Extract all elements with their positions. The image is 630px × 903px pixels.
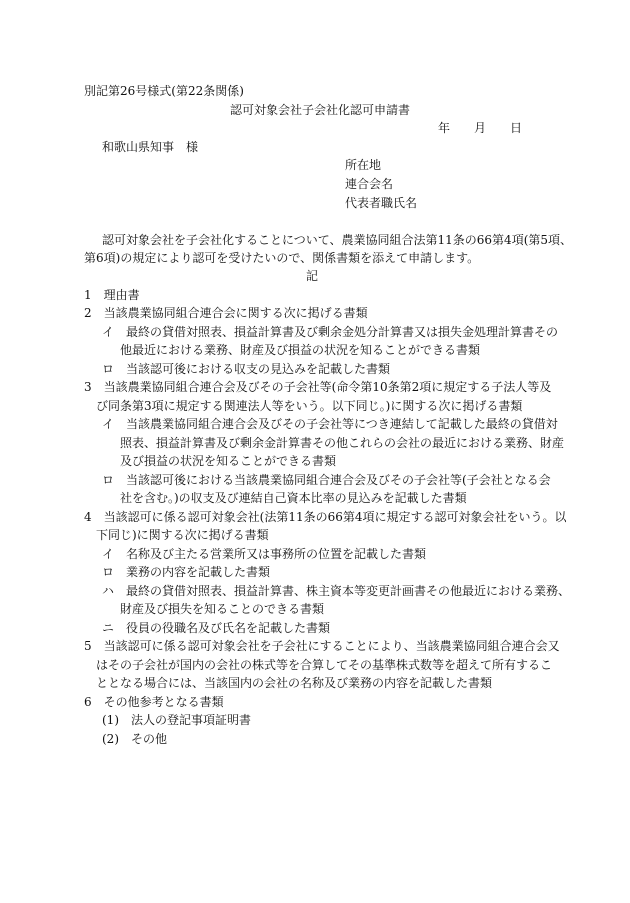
item-3-a-line-3: 及び損益の状況を知ることができる書類 <box>120 454 337 468</box>
item-3-b-line-2: 社を含む。)の収支及び連結自己資本比率の見込みを記載した書類 <box>120 491 467 505</box>
item-4-a: イ 名称及び主たる営業所又は事務所の位置を記載した書類 <box>102 547 427 561</box>
applicant-representative-label: 代表者職氏名 <box>345 196 418 210</box>
applicant-address-label: 所在地 <box>345 158 382 172</box>
item-6: 6 その他参考となる書類 <box>84 695 224 709</box>
document-title: 認可対象会社子会社化認可申請書 <box>230 103 411 117</box>
intro-line-1: 認可対象会社を子会社化することについて、農業協同組合法第11条の66第4項(第5項、 <box>102 233 573 247</box>
item-5-line-2: はその子会社が国内の会社の株式等を合算してその基準株式数等を超えて所有するこ <box>96 658 553 672</box>
item-1: 1 理由書 <box>84 288 140 302</box>
item-3-a-line-2: 照表、損益計算書及び剰余金計算書その他これらの会社の最近における業務、財産 <box>120 436 565 450</box>
item-4-c-line-1: ハ 最終の貸借対照表、損益計算書、株主資本等変更計画書その他最近における業務、 <box>102 584 571 598</box>
intro-line-2: 第6項)の規定により認可を受けたいので、関係書類を添えて申請します。 <box>84 251 480 265</box>
item-5-line-3: ととなる場合には、当該国内の会社の名称及び業務の内容を記載した書類 <box>96 676 493 690</box>
item-3-line-2: び同条第3項に規定する関連法人等をいう。以下同じ。)に関する次に掲げる書類 <box>96 399 523 413</box>
item-2-a-line-2: 他最近における業務、財産及び損益の状況を知ることができる書類 <box>120 343 481 357</box>
applicant-federation-label: 連合会名 <box>345 177 394 191</box>
item-6-2: (2) その他 <box>102 732 167 746</box>
ki-heading: 記 <box>306 269 319 283</box>
form-number: 別記第26号様式(第22条関係) <box>84 84 244 98</box>
item-2: 2 当該農業協同組合連合会に関する次に掲げる書類 <box>84 306 368 320</box>
item-2-b: ロ 当該認可後における収支の見込みを記載した書類 <box>102 362 391 376</box>
date-line: 年 月 日 <box>438 121 523 135</box>
item-4-c-line-2: 財産及び損失を知ることのできる書類 <box>120 602 325 616</box>
item-3-line-1: 3 当該農業協同組合連合会及びその子会社等(命令第10条第2項に規定する子法人等及 <box>84 380 552 394</box>
item-4-line-1: 4 当該認可に係る認可対象会社(法第11条の66第4項に規定する認可対象会社をいう。以 <box>84 510 567 524</box>
item-3-a-line-1: イ 当該農業協同組合連合会及びその子会社等につき連結して記載した最終の貸借対 <box>102 417 558 431</box>
item-5-line-1: 5 当該認可に係る認可対象会社を子会社にすることにより、当該農業協同組合連合会又 <box>84 639 560 653</box>
item-3-b-line-1: ロ 当該認可後における当該農業協同組合連合会及びその子会社等(子会社となる会 <box>102 473 551 487</box>
item-4-line-2: 下同じ)に関する次に掲げる書類 <box>96 528 269 542</box>
item-4-d: ニ 役員の役職名及び氏名を記載した書類 <box>102 621 331 635</box>
item-2-a-line-1: イ 最終の貸借対照表、損益計算書及び剰余金処分計算書又は損失金処理計算書その <box>102 325 559 339</box>
item-6-1: (1) 法人の登記事項証明書 <box>102 713 251 727</box>
addressee: 和歌山県知事 様 <box>102 140 199 154</box>
item-4-b: ロ 業務の内容を記載した書類 <box>102 565 271 579</box>
